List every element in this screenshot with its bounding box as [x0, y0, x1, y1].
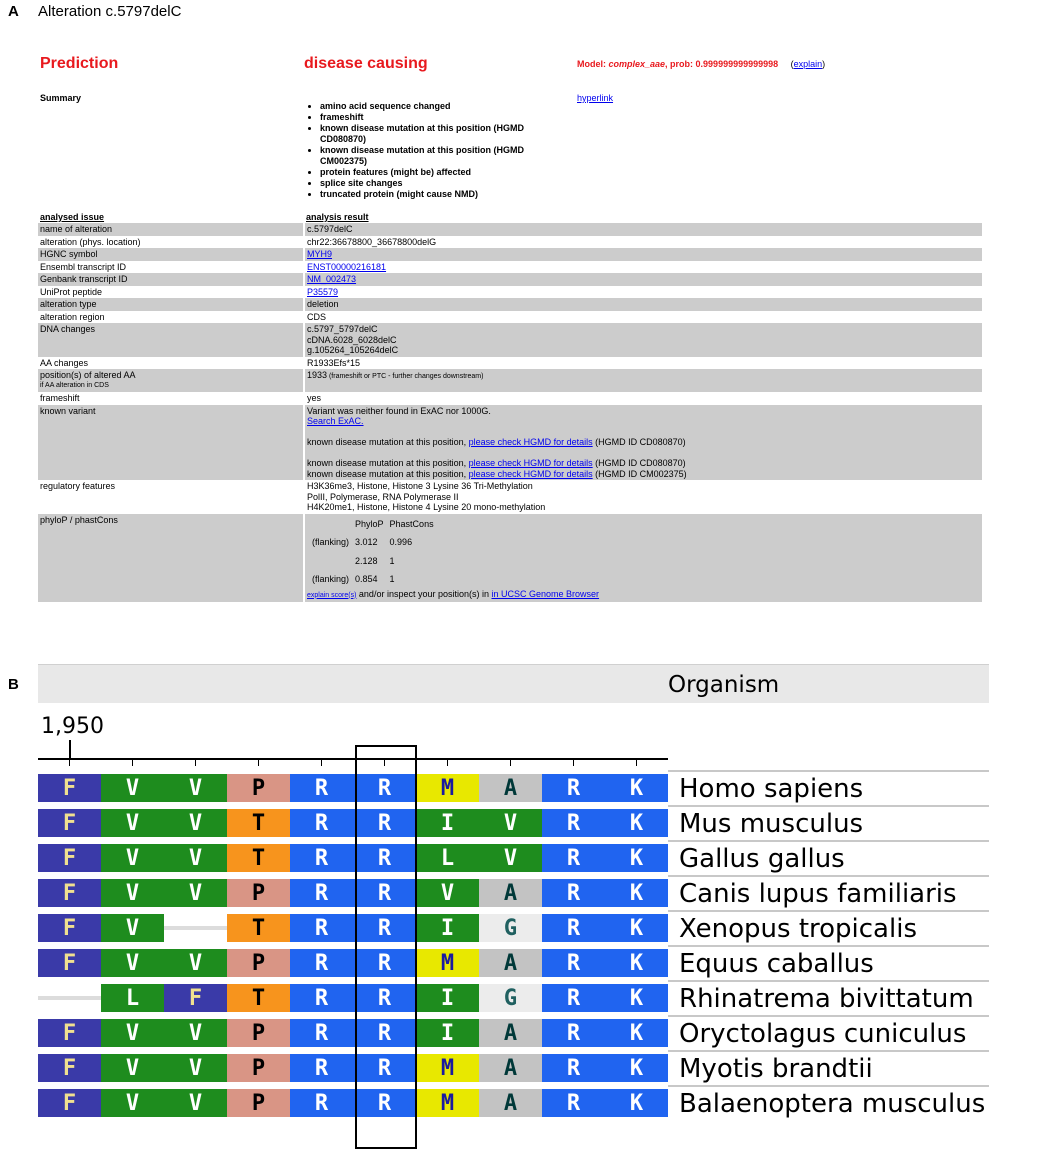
explain-scores-link[interactable]: explain score(s): [307, 591, 357, 599]
axis-tick: [321, 758, 322, 766]
summary-item: • protein features (might be) affected: [320, 167, 556, 178]
row-label: name of alteration: [38, 223, 304, 236]
phastcons-value: 0.996: [389, 537, 413, 547]
residue-cell: R: [542, 1089, 605, 1117]
phylop-value: 0.854: [355, 574, 378, 584]
residue-cell: F: [38, 1089, 101, 1117]
residue-cell: F: [38, 1019, 101, 1047]
residue-cell: K: [605, 949, 668, 977]
residue-cell: R: [542, 879, 605, 907]
residue-cell: A: [479, 774, 542, 802]
residue-cell: M: [416, 1054, 479, 1082]
header-analysis-result: analysis result: [306, 212, 369, 222]
residue-cell: R: [542, 914, 605, 942]
residue-cell: V: [479, 844, 542, 872]
axis-tick: [573, 758, 574, 766]
residue-cell: K: [605, 914, 668, 942]
table-row: [38, 357, 982, 370]
residue-cell: V: [101, 949, 164, 977]
residue-cell: R: [542, 809, 605, 837]
residue-cell: R: [353, 949, 416, 977]
table-row: [38, 323, 982, 357]
residue-cell: K: [605, 809, 668, 837]
residue-cell: M: [416, 949, 479, 977]
residue-cell: V: [164, 949, 227, 977]
ucsc-link[interactable]: in UCSC Genome Browser: [491, 588, 600, 599]
table-row: [38, 514, 982, 603]
residue-cell: V: [101, 809, 164, 837]
table-row: [38, 392, 982, 405]
phastcons-header: PhastCons: [389, 518, 434, 529]
row-value: chr22:36678800_36678800delG: [304, 236, 982, 249]
summary-item: • frameshift: [320, 112, 556, 123]
residue-cell: I: [416, 984, 479, 1012]
residue-cell: R: [353, 844, 416, 872]
row-label: alteration region: [38, 311, 304, 324]
residue-cell: K: [605, 1089, 668, 1117]
row-label: UniProt peptide: [38, 286, 304, 299]
kdm-text: known disease mutation at this position,: [307, 468, 469, 479]
summary-item: • splice site changes: [320, 178, 556, 189]
residue-cell: V: [101, 879, 164, 907]
ensembl-link[interactable]: ENST00000216181: [307, 261, 387, 272]
residue-cell: R: [353, 809, 416, 837]
panel-a-letter: A: [8, 3, 19, 20]
residue-cell: G: [479, 984, 542, 1012]
axis-tick: [69, 758, 70, 766]
gap: [38, 996, 101, 1000]
table-row: [38, 248, 982, 261]
residue-cell: V: [164, 1019, 227, 1047]
residue-cell: P: [227, 879, 290, 907]
row-divider: [668, 980, 989, 982]
residue-cell: I: [416, 809, 479, 837]
dna-line: cDNA.6028_6028delC: [307, 334, 397, 345]
residue-cell: R: [542, 1019, 605, 1047]
residue-cell: R: [542, 1054, 605, 1082]
flanking-label: (flanking): [312, 537, 350, 547]
hgmd-id: (HGMD ID CM002375): [592, 468, 687, 479]
residue-cell: A: [479, 949, 542, 977]
residue-cell: V: [101, 774, 164, 802]
residue-cell: V: [164, 1089, 227, 1117]
residue-cell: R: [290, 1019, 353, 1047]
organism-name: Homo sapiens: [679, 774, 864, 804]
hgmd-link[interactable]: please check HGMD for details: [468, 468, 593, 479]
table-row: [38, 369, 982, 392]
row-divider: [668, 1050, 989, 1052]
residue-cell: K: [605, 984, 668, 1012]
phylo-table: [309, 515, 437, 589]
row-divider: [668, 770, 989, 772]
residue-cell: T: [227, 984, 290, 1012]
residue-cell: R: [542, 949, 605, 977]
residue-cell: R: [542, 844, 605, 872]
residue-cell: F: [38, 949, 101, 977]
row-label: Genbank transcript ID: [38, 273, 304, 286]
search-exac-link[interactable]: Search ExAC.: [307, 416, 364, 426]
residue-cell: L: [101, 984, 164, 1012]
hyperlink[interactable]: hyperlink: [577, 93, 614, 103]
organism-name: Myotis brandtii: [679, 1054, 873, 1084]
residue-cell: R: [290, 809, 353, 837]
residue-cell: G: [479, 914, 542, 942]
row-value: c.5797delC: [304, 223, 982, 236]
phastcons-value: 1: [389, 555, 395, 566]
summary-label: Summary: [40, 93, 82, 103]
table-row: [38, 480, 982, 514]
residue-cell: R: [290, 1089, 353, 1117]
residue-cell: V: [164, 1054, 227, 1082]
row-label: regulatory features: [38, 480, 304, 514]
row-divider: [668, 910, 989, 912]
residue-cell: A: [479, 879, 542, 907]
residue-cell: A: [479, 1054, 542, 1082]
row-divider: [668, 805, 989, 807]
summary-list: [306, 101, 556, 200]
residue-cell: V: [101, 1019, 164, 1047]
alteration-title: Alteration c.5797delC: [38, 3, 182, 20]
organism-name: Oryctolagus cuniculus: [679, 1019, 967, 1049]
residue-cell: R: [542, 984, 605, 1012]
table-row: [38, 298, 982, 311]
row-value: deletion: [304, 298, 982, 311]
residue-cell: R: [353, 1054, 416, 1082]
axis-tick: [195, 758, 196, 766]
organism-header-bar: [38, 664, 989, 703]
residue-cell: K: [605, 1054, 668, 1082]
residue-cell: F: [38, 774, 101, 802]
row-label: DNA changes: [38, 323, 304, 357]
row-label: Ensembl transcript ID: [38, 261, 304, 274]
organism-name: Rhinatrema bivittatum: [679, 984, 974, 1014]
kdm-text: known disease mutation at this position,: [307, 458, 469, 468]
residue-cell: A: [479, 1089, 542, 1117]
row-value: yes: [304, 392, 982, 405]
residue-cell: R: [353, 879, 416, 907]
phylop-value: 3.012: [355, 537, 378, 547]
summary-item: • known disease mutation at this position (HGMD CM002375): [320, 145, 556, 167]
residue-cell: R: [290, 844, 353, 872]
position-label: 1,950: [41, 714, 104, 739]
row-divider: [668, 840, 989, 842]
residue-cell: R: [542, 774, 605, 802]
kdm-text: known disease mutation at this position,: [307, 437, 469, 447]
residue-cell: V: [164, 844, 227, 872]
model-name: complex_aae: [608, 59, 666, 69]
residue-cell: A: [479, 1019, 542, 1047]
row-label: position(s) of altered AA: [40, 370, 136, 380]
hgnc-link[interactable]: MYH9: [307, 249, 333, 259]
row-divider: [668, 1015, 989, 1017]
reg-line: PolII, Polymerase, RNA Polymerase II: [307, 491, 459, 502]
model-prob: , prob: 0.999999999999998: [665, 59, 779, 69]
residue-cell: F: [38, 879, 101, 907]
phylop-value: 2.128: [355, 555, 378, 566]
residue-cell: R: [353, 774, 416, 802]
residue-cell: V: [164, 809, 227, 837]
residue-cell: V: [164, 879, 227, 907]
organism-name: Gallus gallus: [679, 844, 845, 874]
residue-cell: K: [605, 879, 668, 907]
gap: [164, 926, 227, 930]
uniprot-link[interactable]: P35579: [307, 286, 339, 297]
residue-cell: P: [227, 1019, 290, 1047]
residue-cell: R: [290, 1054, 353, 1082]
row-label: AA changes: [38, 357, 304, 370]
residue-cell: I: [416, 914, 479, 942]
residue-cell: L: [416, 844, 479, 872]
residue-cell: I: [416, 1019, 479, 1047]
phastcons-value: 1: [389, 574, 395, 584]
axis-tick: [132, 758, 133, 766]
axis-tick: [510, 758, 511, 766]
residue-cell: R: [353, 914, 416, 942]
residue-cell: P: [227, 1089, 290, 1117]
organism-name: Canis lupus familiaris: [679, 879, 957, 909]
row-value: 1933: [307, 370, 328, 380]
reg-line: H3K36me3, Histone, Histone 3 Lysine 36 Tri-Methylation: [307, 481, 533, 491]
prediction-value: disease causing: [304, 55, 428, 72]
summary-item: • truncated protein (might cause NMD): [320, 189, 556, 200]
table-row: [38, 405, 982, 481]
residue-cell: F: [38, 914, 101, 942]
hgmd-id: (HGMD ID CD080870): [592, 458, 686, 468]
residue-cell: F: [164, 984, 227, 1012]
residue-cell: V: [101, 914, 164, 942]
organism-name: Equus caballus: [679, 949, 874, 979]
genbank-link[interactable]: NM_002473: [307, 274, 357, 284]
phylo-mid-text: and/or inspect your position(s) in: [356, 588, 492, 599]
residue-cell: V: [101, 1054, 164, 1082]
explain-link[interactable]: explain: [793, 59, 823, 69]
residue-cell: M: [416, 774, 479, 802]
residue-cell: K: [605, 1019, 668, 1047]
row-label: alteration (phys. location): [38, 236, 304, 249]
hgmd-id: (HGMD ID CD080870): [592, 437, 686, 447]
summary-item: • amino acid sequence changed: [320, 101, 556, 112]
residue-cell: F: [38, 844, 101, 872]
table-row: [38, 273, 982, 286]
residue-cell: V: [164, 774, 227, 802]
dna-line: g.105264_105264delC: [307, 345, 399, 355]
table-row: [38, 286, 982, 299]
axis-tick: [636, 758, 637, 766]
residue-cell: R: [290, 879, 353, 907]
row-value: CDS: [304, 311, 982, 324]
residue-cell: F: [38, 809, 101, 837]
row-label: known variant: [38, 405, 304, 481]
residue-cell: V: [101, 844, 164, 872]
table-row: [38, 311, 982, 324]
residue-cell: T: [227, 844, 290, 872]
residue-cell: P: [227, 1054, 290, 1082]
hgmd-link[interactable]: please check HGMD for details: [468, 437, 593, 447]
axis-tick: [258, 758, 259, 766]
model-prefix: Model:: [577, 59, 609, 69]
residue-cell: V: [479, 809, 542, 837]
organism-name: Balaenoptera musculus: [679, 1089, 986, 1119]
known-variant-text: Variant was neither found in ExAC nor 1000G.: [307, 405, 491, 416]
residue-cell: R: [353, 1019, 416, 1047]
reg-line: H4K20me1, Histone, Histone 4 Lysine 20 mono-methylation: [307, 502, 546, 512]
row-label: phyloP / phastCons: [38, 514, 304, 603]
residue-cell: R: [290, 984, 353, 1012]
organism-name: Xenopus tropicalis: [679, 914, 917, 944]
dna-line: c.5797_5797delC: [307, 324, 378, 334]
organism-header: Organism: [668, 672, 780, 698]
residue-cell: R: [290, 949, 353, 977]
residue-cell: R: [353, 1089, 416, 1117]
residue-cell: T: [227, 809, 290, 837]
table-row: [38, 261, 982, 274]
organism-name: Mus musculus: [679, 809, 864, 839]
row-value: R1933Efs*15: [304, 357, 982, 370]
residue-cell: M: [416, 1089, 479, 1117]
table-row: [38, 236, 982, 249]
residue-cell: R: [290, 914, 353, 942]
row-divider: [668, 875, 989, 877]
header-analysed-issue: analysed issue: [40, 212, 105, 222]
panel-b-letter: B: [8, 676, 19, 693]
row-label: alteration type: [38, 298, 304, 311]
residue-cell: P: [227, 774, 290, 802]
residue-cell: K: [605, 844, 668, 872]
model-info: Model: complex_aae, prob: 0.999999999999998 (explain): [577, 59, 826, 69]
row-divider: [668, 1085, 989, 1087]
position-marker: [69, 740, 71, 760]
residue-cell: K: [605, 774, 668, 802]
row-label: HGNC symbol: [38, 248, 304, 261]
row-label: frameshift: [38, 392, 304, 405]
phylop-header: PhyloP: [355, 518, 384, 529]
prediction-label: Prediction: [40, 55, 119, 72]
table-row: [38, 223, 982, 236]
flanking-label: (flanking): [312, 574, 350, 584]
residue-cell: F: [38, 1054, 101, 1082]
hgmd-link[interactable]: please check HGMD for details: [468, 458, 593, 468]
residue-cell: R: [353, 984, 416, 1012]
axis-tick: [447, 758, 448, 766]
row-sublabel: if AA alteration in CDS: [40, 381, 109, 389]
row-note: (frameshift or PTC - further changes downstream): [327, 373, 484, 380]
residue-cell: V: [416, 879, 479, 907]
residue-cell: T: [227, 914, 290, 942]
row-divider: [668, 945, 989, 947]
residue-cell: P: [227, 949, 290, 977]
highlight-box: [355, 745, 417, 1149]
summary-item: • known disease mutation at this position (HGMD CD080870): [320, 123, 556, 145]
residue-cell: R: [290, 774, 353, 802]
residue-cell: V: [101, 1089, 164, 1117]
analysis-table: [38, 211, 982, 602]
